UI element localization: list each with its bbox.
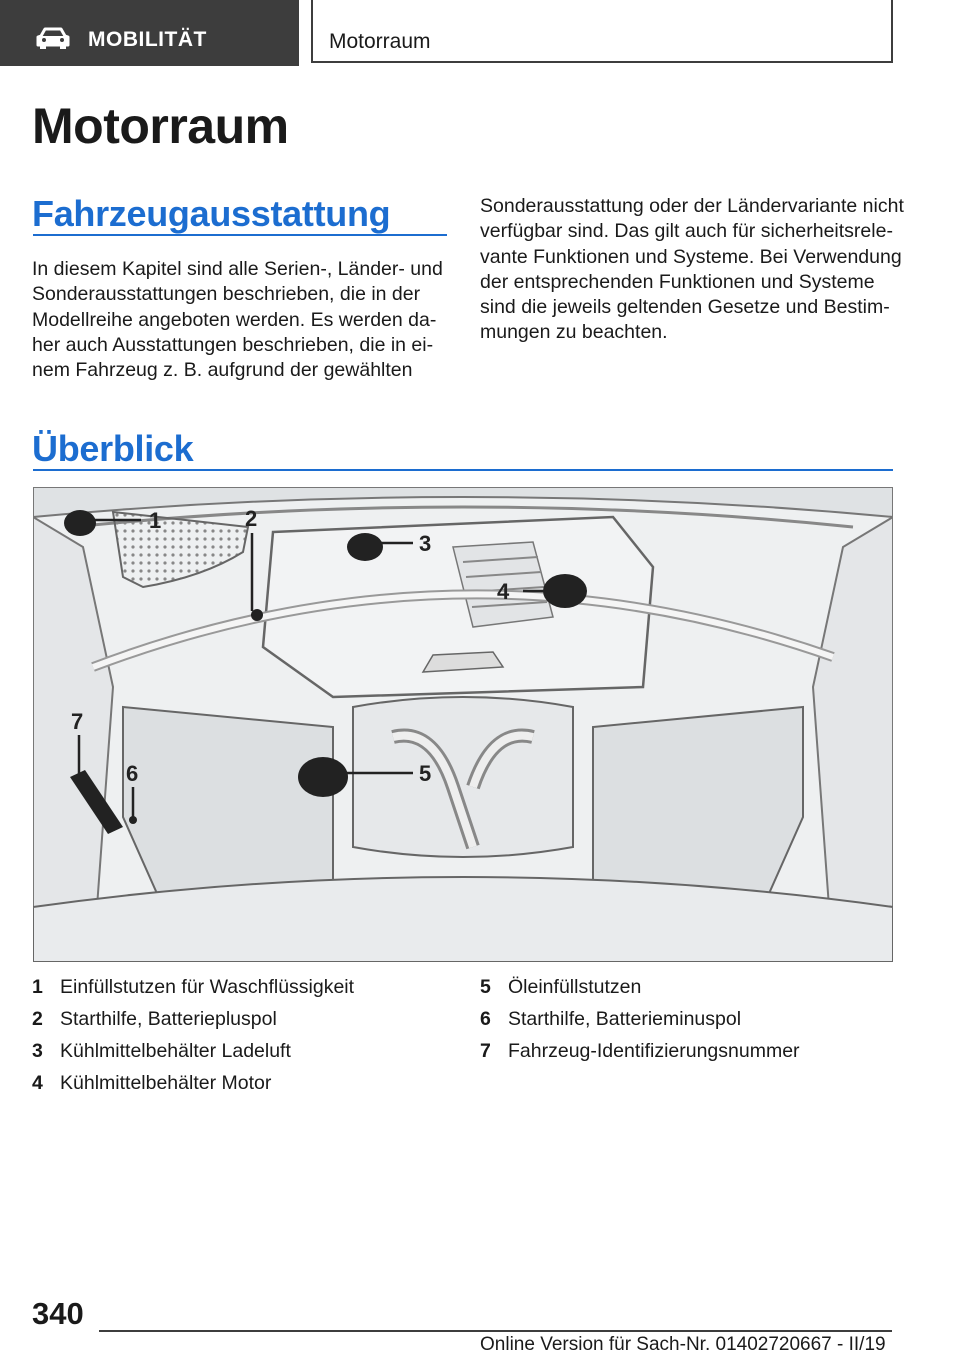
text-line: Sonderausstattungen beschrieben, die in der — [32, 283, 421, 306]
legend-number: 4 — [32, 1072, 43, 1094]
text-line: der entsprechenden Funktionen und Systeme — [480, 270, 875, 293]
text-line: Modellreihe angeboten werden. Es werden da- — [32, 308, 437, 331]
legend-text: Fahrzeug-Identifizierungsnummer — [508, 1040, 800, 1062]
page-number: 340 — [32, 1296, 84, 1331]
intro-paragraph-right — [480, 194, 904, 346]
legend-text: Einfüllstutzen für Waschflüssigkeit — [60, 976, 355, 998]
legend-number: 3 — [32, 1040, 43, 1062]
text-line: her auch Ausstattungen beschrieben, die in ei- — [32, 333, 434, 356]
page-title: Motorraum — [32, 98, 289, 154]
callout-7: 7 — [71, 709, 84, 734]
section-label: MOBILITÄT — [88, 28, 207, 51]
engine-bay-drawing — [33, 487, 893, 962]
legend-number: 5 — [480, 976, 491, 998]
legend-number: 6 — [480, 1008, 491, 1030]
callout-1: 1 — [149, 508, 162, 533]
text-line: Sonderausstattung oder der Ländervariante nicht — [480, 195, 904, 217]
section-heading-fahrzeugausstattung: Fahrzeugausstattung — [32, 193, 391, 234]
text-line: verfügbar sind. Das gilt auch für sicherheitsrele- — [480, 220, 893, 243]
text-line: sind die jeweils geltenden Gesetze und Bestim- — [480, 296, 890, 319]
legend-text: Starthilfe, Batteriepluspol — [60, 1008, 277, 1030]
text-line: mungen zu beachten. — [480, 321, 668, 344]
intro-paragraph-left — [32, 257, 443, 383]
car-icon — [36, 27, 70, 49]
legend-text: Starthilfe, Batterieminuspol — [508, 1008, 742, 1030]
section-tab — [0, 0, 299, 66]
legend-text: Kühlmittelbehälter Motor — [60, 1072, 272, 1094]
legend-number: 1 — [32, 976, 43, 998]
legend-number: 2 — [32, 1008, 43, 1030]
text-line: vante Funktionen und Systeme. Bei Verwendung — [480, 245, 902, 268]
heading-rule — [33, 234, 447, 236]
text-line: nem Fahrzeug z. B. aufgrund der gewählten — [32, 359, 413, 382]
section-heading-ueberblick: Überblick — [32, 428, 194, 469]
callout-3: 3 — [419, 531, 432, 556]
callout-6: 6 — [126, 761, 139, 786]
chapter-header — [311, 0, 893, 63]
footer-rule — [99, 1330, 892, 1332]
callout-2: 2 — [245, 506, 258, 531]
callout-5: 5 — [419, 761, 432, 786]
heading-rule — [33, 469, 893, 471]
callout-4: 4 — [497, 579, 510, 604]
legend-text: Öleinfüllstutzen — [508, 976, 642, 998]
engine-bay-illustration — [33, 487, 893, 962]
online-version-note: Online Version für Sach-Nr. 01402720667 - II/19 — [480, 1334, 886, 1355]
legend-text: Kühlmittelbehälter Ladeluft — [60, 1040, 291, 1062]
legend-number: 7 — [480, 1040, 491, 1062]
text-line: In diesem Kapitel sind alle Serien-, Länder- und — [32, 258, 443, 280]
chapter-label: Motorraum — [329, 30, 431, 53]
